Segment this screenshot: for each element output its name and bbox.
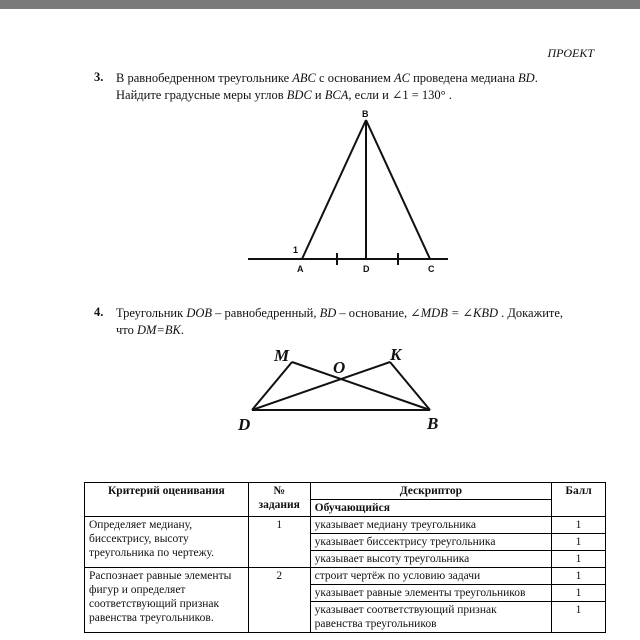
problem-3-line-2: Найдите градусные меры углов BDC и BCA, если и ∠1 = 130° . xyxy=(116,88,452,102)
header-descriptor: Дескриптор xyxy=(310,483,551,500)
score-cell: 1 xyxy=(552,602,606,633)
label-o: O xyxy=(333,358,346,377)
score-cell: 1 xyxy=(552,551,606,568)
score-cell: 1 xyxy=(552,534,606,551)
label-k: K xyxy=(390,345,402,364)
triangle-abc-figure xyxy=(248,120,448,265)
descriptor-cell: указывает высоту треугольника xyxy=(310,551,551,568)
label-d: D xyxy=(363,264,370,274)
label-m: M xyxy=(274,346,290,365)
criterion-cell: Определяет медиану, биссектрису, высоту треугольника по чертежу. xyxy=(85,517,249,568)
score-cell: 1 xyxy=(552,568,606,585)
score-cell: 1 xyxy=(552,585,606,602)
label-d2: D xyxy=(238,415,251,434)
subheader-student: Обучающийся xyxy=(310,500,551,517)
criterion-cell: Распознает равные элементы фигур и определяет соответствующий признак равенства треугольников. xyxy=(85,568,249,633)
score-cell: 1 xyxy=(552,517,606,534)
problem-4-line-2: что DM=BK. xyxy=(116,323,184,337)
table-row xyxy=(85,568,606,585)
label-angle-1: 1 xyxy=(293,245,299,255)
label-c: C xyxy=(428,264,435,274)
header-task-no: № задания xyxy=(248,483,310,517)
table-row xyxy=(85,517,606,534)
label-a: A xyxy=(297,264,304,274)
table-header-row xyxy=(85,483,606,500)
page-header: ПРОЕКТ xyxy=(547,46,594,60)
descriptor-cell: строит чертёж по условию задачи xyxy=(310,568,551,585)
descriptor-cell: указывает соответствующий признак равенства треугольников xyxy=(310,602,551,633)
criteria-table xyxy=(84,482,606,633)
header-score: Балл xyxy=(552,483,606,517)
task-cell: 1 xyxy=(248,517,310,568)
task-cell: 2 xyxy=(248,568,310,633)
problem-4-line-1: Треугольник DOB – равнобедренный, BD – основание, ∠MDB = ∠KBD . Докажите, xyxy=(116,306,564,320)
descriptor-cell: указывает биссектрису треугольника xyxy=(310,534,551,551)
header-criterion: Критерий оценивания xyxy=(85,483,249,517)
side-ab xyxy=(302,120,366,259)
label-b: B xyxy=(362,109,369,119)
descriptor-cell: указывает медиану треугольника xyxy=(310,517,551,534)
problem-3-line-1: В равнобедренном треугольнике ABC с основанием AC проведена медиана BD. xyxy=(116,71,538,85)
label-b2: B xyxy=(427,414,439,433)
side-bc xyxy=(366,120,430,259)
problem-4-number: 4. xyxy=(94,305,104,319)
descriptor-cell: указывает равные элементы треугольников xyxy=(310,585,551,602)
problem-3-number: 3. xyxy=(94,70,104,84)
